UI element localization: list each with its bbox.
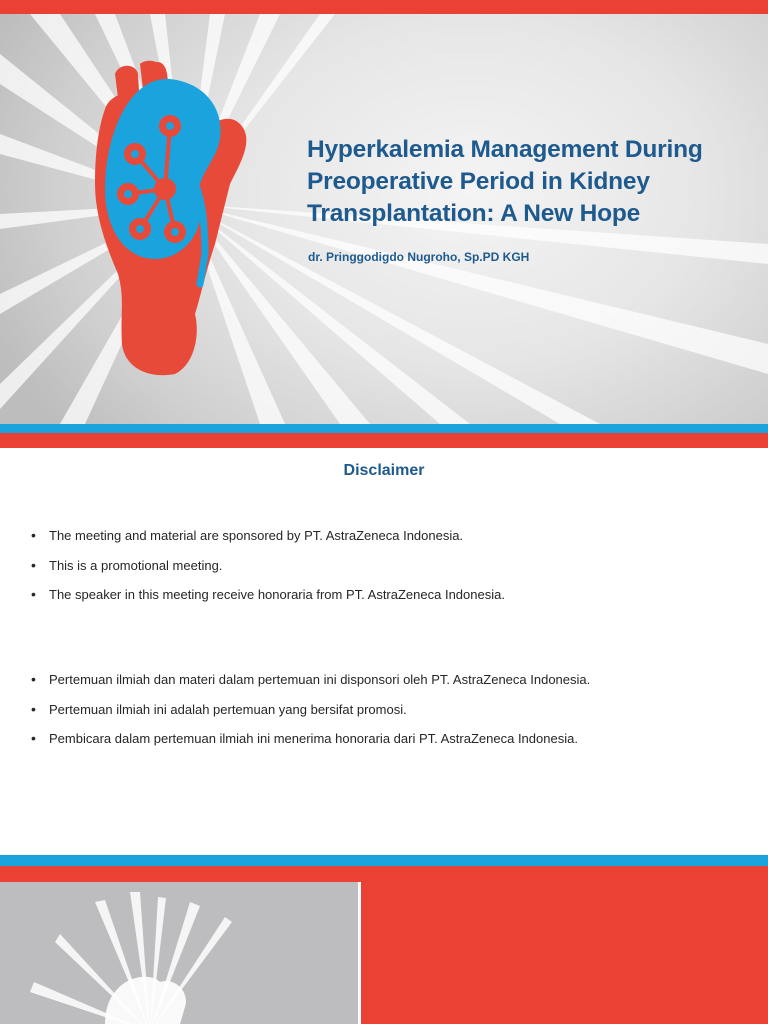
title-slide bbox=[0, 0, 768, 448]
presenter-name: dr. Pringgodigdo Nugroho, Sp.PD KGH bbox=[308, 250, 530, 264]
disclaimer-heading: Disclaimer bbox=[343, 462, 425, 479]
list-item: • Pembicara dalam pertemuan ilmiah ini menerima honoraria dari PT. AstraZeneca Indonesia. bbox=[30, 730, 750, 760]
indonesian-disclaimer-list bbox=[30, 671, 750, 760]
sunburst-rays-icon bbox=[0, 882, 358, 1024]
english-disclaimer-list bbox=[30, 527, 750, 616]
list-item: • The speaker in this meeting receive honoraria from PT. AstraZeneca Indonesia. bbox=[30, 586, 750, 616]
list-item: • The meeting and material are sponsored by PT. AstraZeneca Indonesia. bbox=[30, 527, 750, 557]
panel-divider bbox=[358, 882, 361, 1024]
list-item: • Pertemuan ilmiah ini adalah pertemuan yang bersifat promosi. bbox=[30, 701, 750, 731]
list-item: • This is a promotional meeting. bbox=[30, 557, 750, 587]
hand-kidney-illustration-icon bbox=[105, 977, 186, 1024]
bottom-blue-stripe bbox=[0, 855, 768, 866]
gray-panel bbox=[0, 882, 358, 1024]
presentation-title: Hyperkalemia Management During Preoperative Period in Kidney Transplantation: A New Hope bbox=[307, 136, 703, 227]
bottom-red-stripe bbox=[0, 433, 768, 448]
disclaimer-slide bbox=[0, 448, 768, 866]
third-slide-partial bbox=[0, 866, 768, 1024]
bottom-blue-stripe bbox=[0, 424, 768, 433]
list-item: • Pertemuan ilmiah dan materi dalam pertemuan ini disponsori oleh PT. AstraZeneca Indonesia. bbox=[30, 671, 750, 701]
top-red-bar bbox=[0, 0, 768, 14]
